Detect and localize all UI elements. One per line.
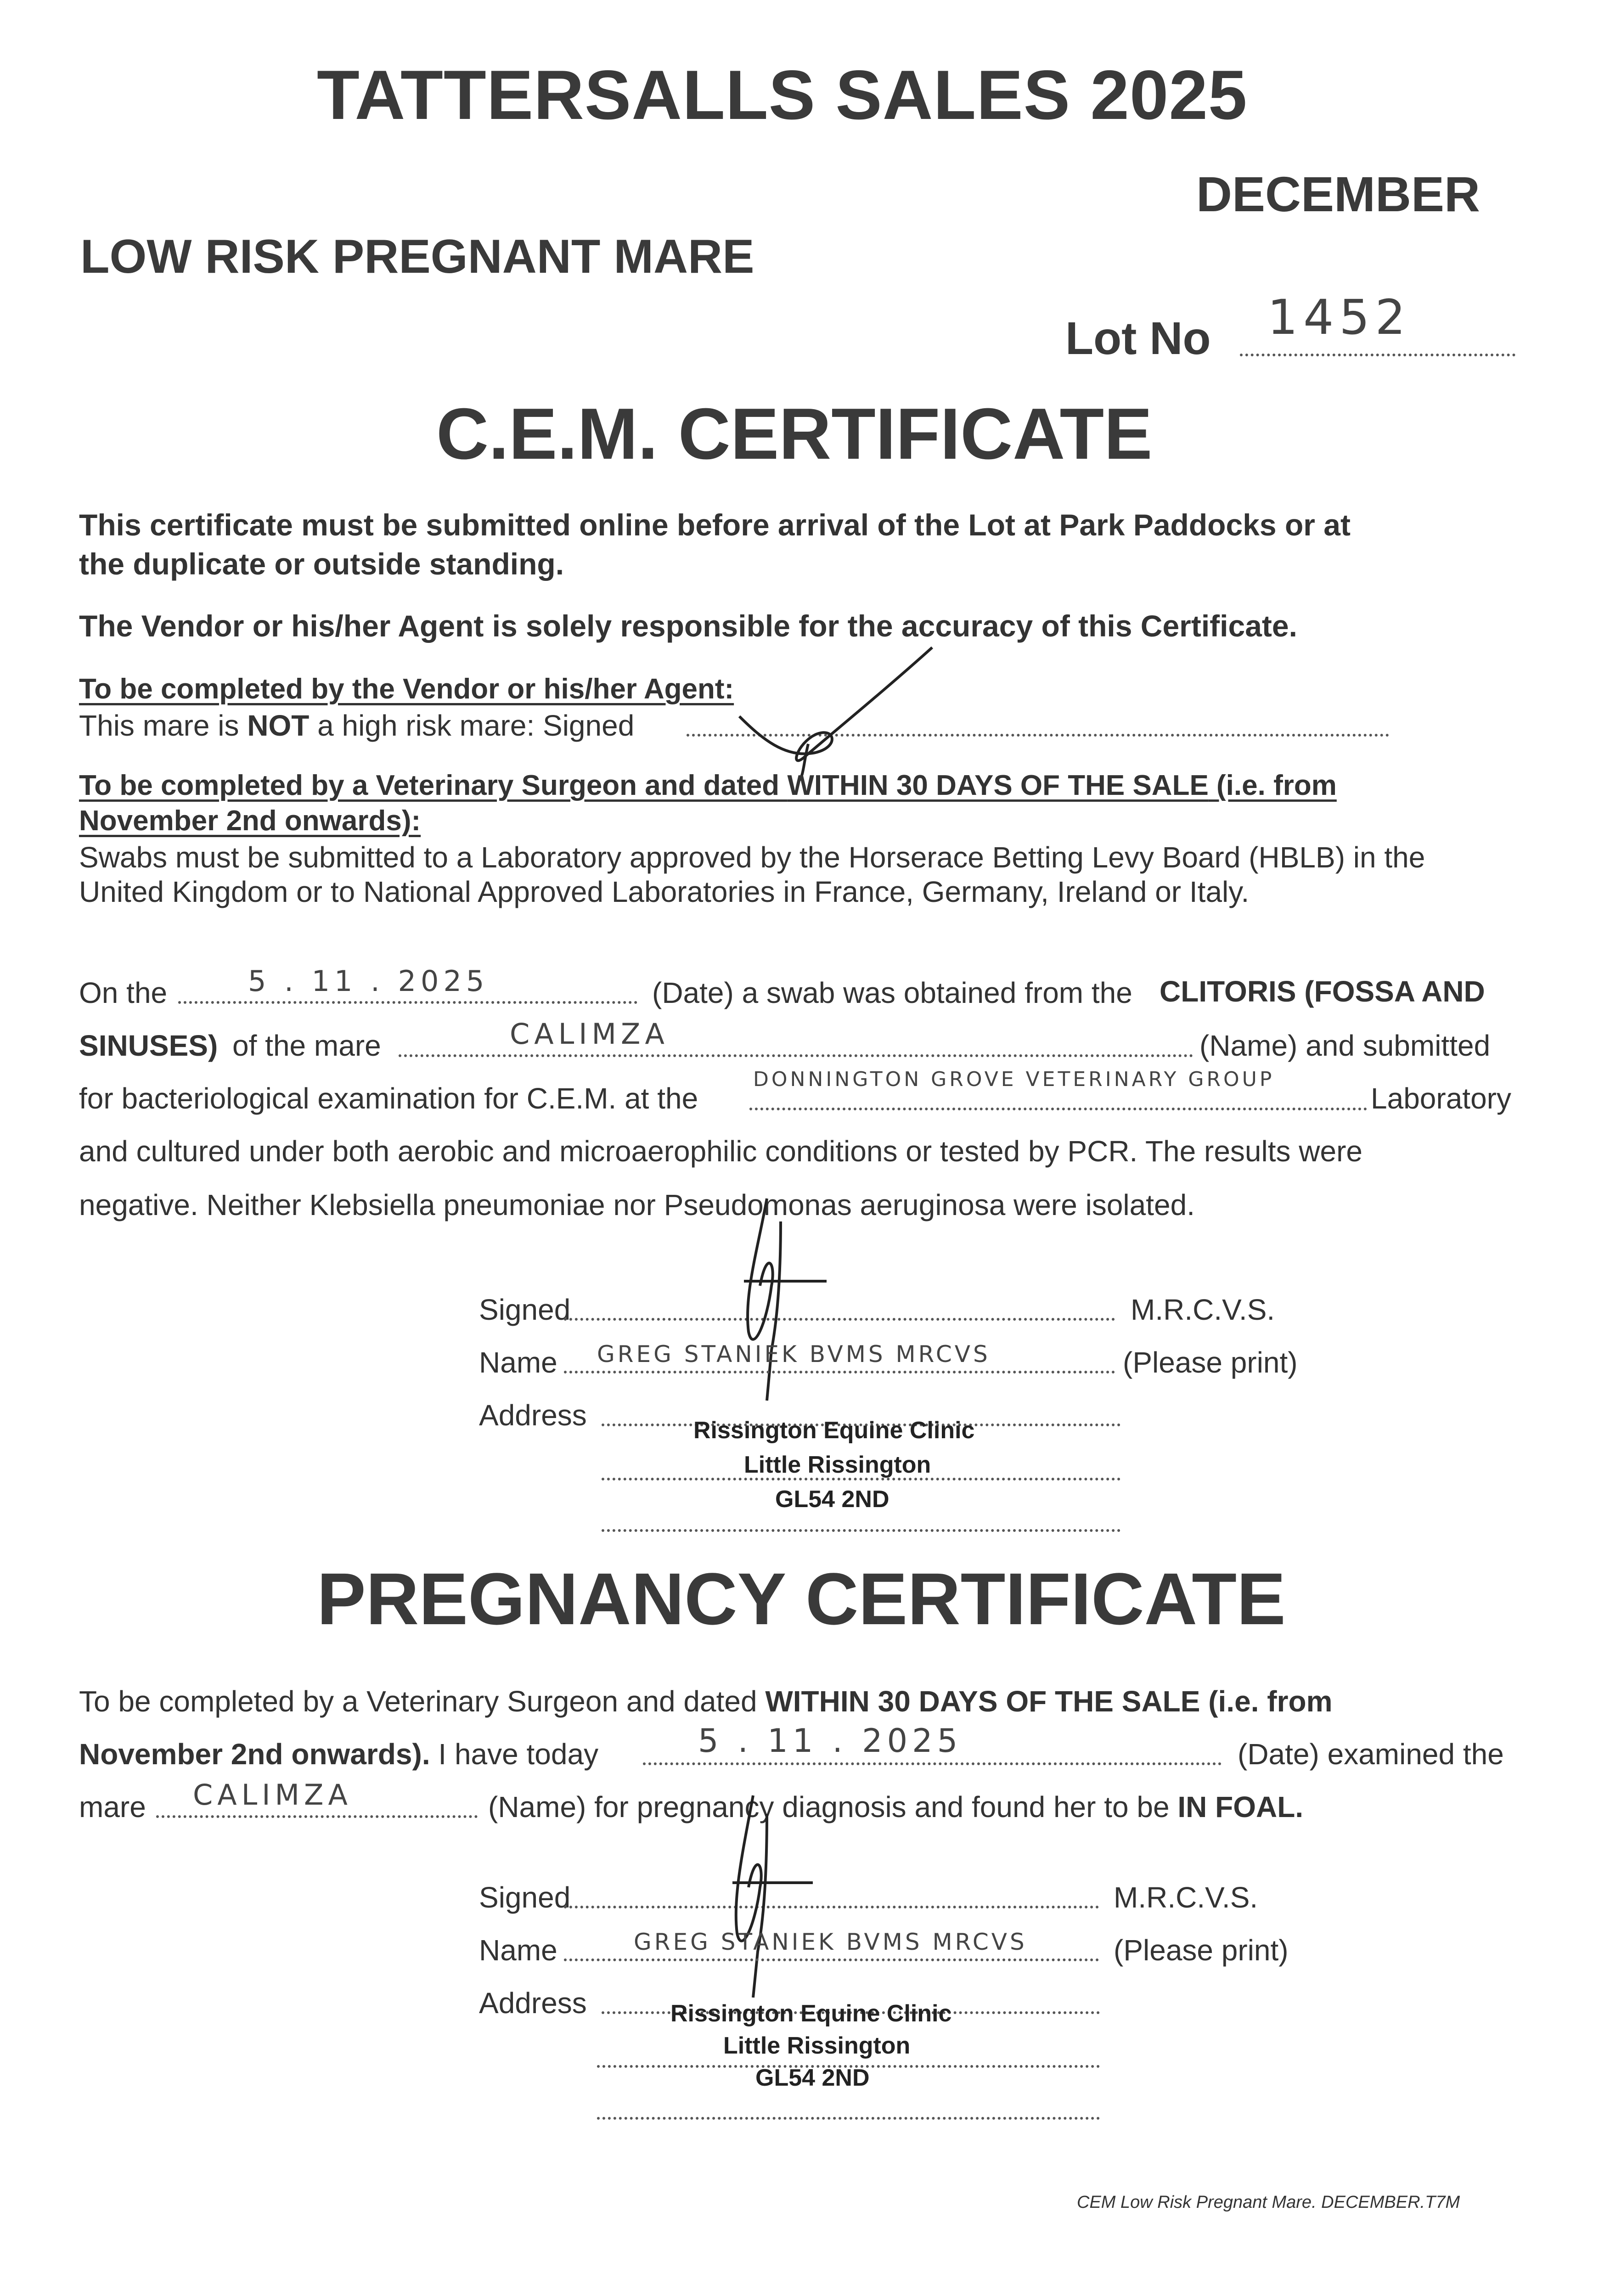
preg-name-label: Name — [479, 1934, 557, 1967]
cem-address-stamp-line-3: GL54 2ND — [775, 1486, 889, 1513]
preg-address-label: Address — [479, 1986, 587, 2020]
name-and-submitted-label: (Name) and submitted — [1199, 1029, 1491, 1062]
sale-month: DECEMBER — [1196, 166, 1481, 222]
cem-mare-name-written: CALIMZA — [510, 1017, 669, 1051]
pregnancy-mare-label: mare — [79, 1790, 146, 1823]
cem-address-stamp-line-1: Rissington Equine Clinic — [693, 1417, 975, 1444]
laboratory-written: DONNINGTON GROVE VETERINARY GROUP — [753, 1068, 1275, 1091]
preg-address-stamp-line-3: GL54 2ND — [755, 2065, 870, 2091]
cem-vet-signature — [716, 1194, 836, 1405]
swabs-instruction-line-1: Swabs must be submitted to a Laboratory approved by the Horserace Betting Levy Board (HBLB) in the — [79, 841, 1425, 874]
swab-date-written: 5 . 11 . 2025 — [248, 964, 489, 998]
pregnancy-line-2a: November 2nd onwards). I have today — [79, 1738, 599, 1771]
cem-responsibility-notice: The Vendor or his/her Agent is solely responsible for the accuracy of this Certificate. — [79, 609, 1297, 643]
cem-notice-line-2: the duplicate or outside standing. — [79, 547, 564, 581]
cem-signed-label: Signed — [479, 1293, 571, 1326]
lot-number: 1452 — [1267, 289, 1411, 345]
pregnancy-date-line — [643, 1762, 1222, 1765]
cem-notice-line-1: This certificate must be submitted online before arrival of the Lot at Park Paddocks or at — [79, 508, 1351, 542]
vendor-declaration: This mare is NOT a high risk mare: Signed — [79, 709, 635, 742]
preg-vet-name-written: GREG STANIEK BVMS MRCVS — [634, 1929, 1027, 1955]
pregnancy-mare-written: CALIMZA — [193, 1778, 352, 1812]
swab-date-line — [178, 1001, 637, 1004]
cem-name-label: Name — [479, 1346, 557, 1379]
cem-mare-name-line — [399, 1054, 1193, 1057]
pregnancy-line-1: To be completed by a Veterinary Surgeon and dated WITHIN 30 DAYS OF THE SALE (i.e. from — [79, 1685, 1333, 1718]
pregnancy-date-label: (Date) examined the — [1238, 1738, 1504, 1771]
preg-please-print: (Please print) — [1114, 1934, 1289, 1967]
vendor-section-heading: To be completed by the Vendor or his/her Agent: — [79, 673, 734, 705]
preg-address-line-3 — [597, 2117, 1100, 2120]
cem-mrcvs-label: M.R.C.V.S. — [1131, 1293, 1275, 1326]
sinuses-text: SINUSES) — [79, 1029, 218, 1062]
pregnancy-heading: PREGNANCY CERTIFICATE — [317, 1558, 1286, 1640]
vet-section-heading: To be completed by a Veterinary Surgeon and dated WITHIN 30 DAYS OF THE SALE (i.e. from — [79, 770, 1337, 801]
cem-heading: C.E.M. CERTIFICATE — [436, 394, 1153, 474]
of-the-mare-label: of the mare — [232, 1029, 381, 1062]
on-the-label: On the — [79, 976, 168, 1009]
cem-please-print: (Please print) — [1123, 1346, 1298, 1379]
mare-category: LOW RISK PREGNANT MARE — [80, 230, 754, 283]
cem-address-stamp-line-2: Little Rissington — [744, 1452, 931, 1478]
cultured-text: and cultured under both aerobic and microaerophilic conditions or tested by PCR. The results were — [79, 1135, 1362, 1168]
form-code: CEM Low Risk Pregnant Mare. DECEMBER.T7M — [1077, 2193, 1460, 2212]
laboratory-line — [749, 1108, 1367, 1110]
vet-section-heading-cont: November 2nd onwards): — [79, 805, 421, 837]
cem-address-line-3 — [602, 1529, 1120, 1532]
cem-address-label: Address — [479, 1399, 587, 1432]
preg-name-line — [564, 1958, 1099, 1961]
cem-signed-line — [564, 1318, 1115, 1321]
pregnancy-mare-line — [156, 1815, 478, 1818]
clitoris-text: CLITORIS (FOSSA AND — [1160, 975, 1485, 1008]
swabs-instruction-line-2: United Kingdom or to National Approved Laboratories in France, Germany, Ireland or Italy. — [79, 875, 1250, 908]
vendor-signature — [735, 638, 955, 785]
pregnancy-result-text: (Name) for pregnancy diagnosis and found her to be IN FOAL. — [488, 1790, 1304, 1823]
preg-mrcvs-label: M.R.C.V.S. — [1114, 1881, 1258, 1914]
preg-address-stamp-line-1: Rissington Equine Clinic — [670, 2000, 952, 2027]
cem-name-line — [564, 1371, 1115, 1373]
bacteriological-label: for bacteriological examination for C.E.M. at the — [79, 1082, 698, 1115]
pregnancy-vet-signature — [707, 1791, 827, 2002]
pregnancy-date-written: 5 . 11 . 2025 — [698, 1722, 963, 1760]
document-title: TATTERSALLS SALES 2025 — [317, 56, 1248, 134]
negative-result-text: negative. Neither Klebsiella pneumoniae nor Pseudomonas aeruginosa were isolated. — [79, 1188, 1195, 1221]
swab-date-label: (Date) a swab was obtained from the — [652, 976, 1132, 1009]
lot-label: Lot No — [1065, 313, 1211, 364]
cem-vet-name-written: GREG STANIEK BVMS MRCVS — [597, 1341, 991, 1367]
lot-number-line — [1240, 354, 1515, 356]
preg-signed-line — [564, 1906, 1099, 1908]
laboratory-label: Laboratory — [1371, 1082, 1511, 1115]
preg-signed-label: Signed — [479, 1881, 571, 1914]
preg-address-stamp-line-2: Little Rissington — [723, 2032, 911, 2059]
